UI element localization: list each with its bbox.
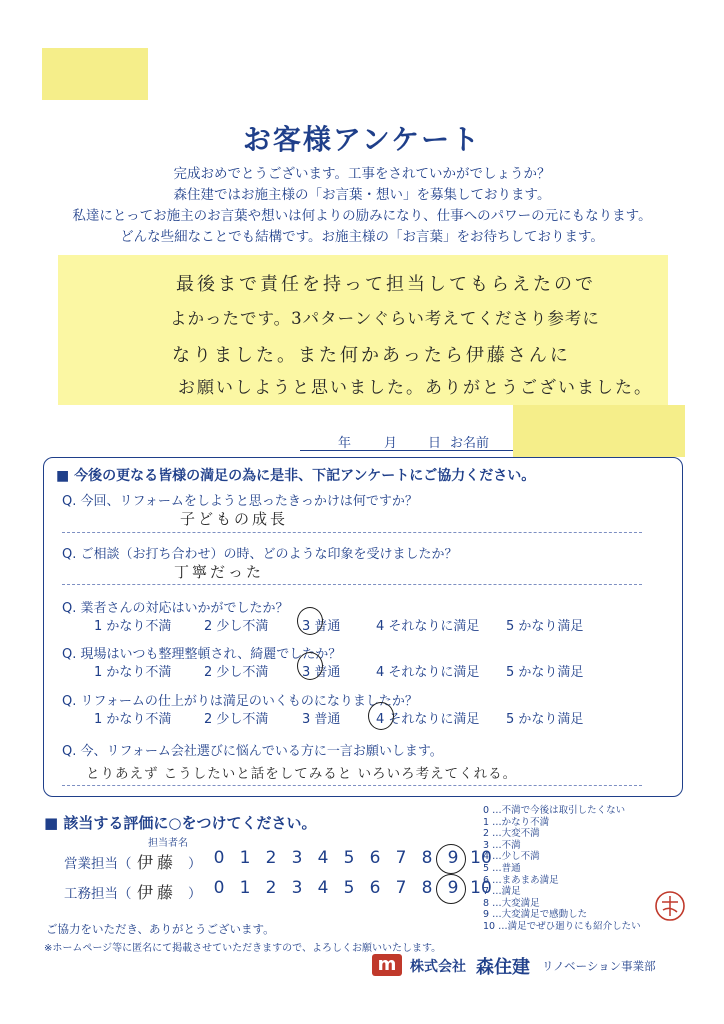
rating-option[interactable]: 6: [369, 848, 381, 868]
legend-item: 8 …大変満足: [483, 897, 540, 909]
intro-line-1: 完成おめでとうございます。工事をされていかがでしょうか？: [173, 166, 551, 182]
rating-option[interactable]: 8: [421, 878, 433, 898]
q1-question: Q. 今回、リフォームをしようと思ったきっかけは何ですか？: [62, 494, 418, 509]
q3-opt-5[interactable]: 5 かなり満足: [506, 619, 584, 634]
q4-opt-4[interactable]: 4 それなりに満足: [376, 665, 480, 680]
rating-option[interactable]: 1: [239, 878, 251, 898]
intro-line-2: 森住建ではお施主様の「お言葉・想い」を募集しております。: [173, 187, 551, 203]
construction-selected-circle: [436, 874, 466, 904]
rating-option[interactable]: 4: [317, 848, 329, 868]
sales-role-label: 営業担当（: [64, 856, 132, 872]
month-label: 月: [384, 436, 398, 451]
rating-option[interactable]: 7: [395, 878, 407, 898]
year-label: 年: [338, 436, 352, 451]
message-line-1: 最後まで責任を持って担当してもらえたので: [176, 274, 596, 295]
sales-selected-circle: [436, 844, 466, 874]
rating-option[interactable]: 5: [343, 878, 355, 898]
disclaimer-note: ※ホームページ等に匿名にて掲載させていただきますので、よろしくお願いいたします。: [44, 943, 442, 954]
name-redaction-sticky: [513, 405, 685, 457]
legend-item: 0 …不満で今後は取引したくない: [483, 805, 626, 816]
survey-heading: [56, 465, 535, 485]
rating-option[interactable]: 9: [447, 848, 459, 868]
construction-role-label: 工務担当（: [64, 886, 132, 902]
q5-opt-4[interactable]: 4 それなりに満足: [376, 712, 480, 727]
sales-role-close: ）: [188, 856, 202, 872]
q4-opt-3[interactable]: 3 普通: [302, 665, 341, 680]
q6-answer-line: [62, 785, 642, 786]
square-bullet-icon: ■: [56, 468, 70, 484]
construction-role-close: ）: [188, 886, 202, 902]
rating-option[interactable]: 1: [239, 848, 251, 868]
rating-row-construction: [64, 878, 492, 904]
rating-option[interactable]: 9: [447, 878, 459, 898]
rating-option[interactable]: 2: [265, 848, 277, 868]
q4-opt-1[interactable]: 1 かなり不満: [94, 665, 172, 680]
q4-opt-2[interactable]: 2 少し不満: [204, 665, 269, 680]
rating-option[interactable]: 2: [265, 878, 277, 898]
q4-options: [94, 661, 654, 679]
company-type: 株式会社: [410, 959, 466, 975]
q3-selected-circle: [297, 607, 323, 635]
legend-item: 7 …満足: [483, 886, 521, 898]
legend-item: 4 …少し不満: [483, 851, 540, 863]
q5-selected-circle: [368, 702, 394, 730]
q5-opt-2[interactable]: 2 少し不満: [204, 712, 269, 727]
q6-question: Q. 今、リフォーム会社選びに悩んでいる方に一言お願いします。: [62, 744, 443, 759]
rating-legend: [483, 805, 641, 933]
q4-opt-5[interactable]: 5 かなり満足: [506, 665, 584, 680]
name-label: お名前: [450, 436, 490, 451]
handwritten-seal-mark: [652, 888, 688, 924]
q4-question: Q. 現場はいつも整理整頓され、綺麗でしたか？: [62, 647, 342, 662]
rating-option[interactable]: 3: [291, 848, 303, 868]
rating-option[interactable]: 7: [395, 848, 407, 868]
legend-item: 9 …大変満足で感動した: [483, 909, 588, 921]
q5-opt-1[interactable]: 1 かなり不満: [94, 712, 172, 727]
rating-heading-text: 該当する評価に○をつけてください。: [63, 814, 317, 832]
q5-opt-5[interactable]: 5 かなり満足: [506, 712, 584, 727]
q3-question: Q. 業者さんの対応はいかがでしたか？: [62, 601, 289, 616]
q3-opt-3[interactable]: 3 普通: [302, 619, 341, 634]
rating-option[interactable]: 3: [291, 878, 303, 898]
rating-option[interactable]: 10: [470, 878, 492, 898]
legend-item: 3 …不満: [483, 839, 521, 851]
q3-options: [94, 615, 654, 633]
rating-heading: [44, 812, 317, 833]
day-label: 日: [428, 436, 442, 451]
rating-option[interactable]: 10: [470, 848, 492, 868]
page-title: お客様アンケート: [242, 123, 482, 156]
legend-item: 6 …まあまあ満足: [483, 874, 559, 886]
survey-heading-text: 今後の更なる皆様の満足の為に是非、下記アンケートにご協力ください。: [74, 468, 536, 484]
legend-item: 10 …満足でぜひ廻りにも紹介したい: [483, 920, 641, 932]
rating-row-sales: [64, 848, 492, 874]
rating-option[interactable]: 4: [317, 878, 329, 898]
legend-item: 1 …かなり不満: [483, 816, 550, 828]
q1-answer: 子どもの成長: [180, 510, 289, 528]
construction-staff-name: 伊藤: [137, 883, 178, 902]
intro-line-3: 私達にとってお施主のお言葉や想いは何よりの励みになり、仕事へのパワーの元にもなります。: [72, 208, 652, 224]
message-line-2: よかったです。3パターンぐらい考えてくださり参考に: [170, 309, 600, 328]
q3-opt-4[interactable]: 4 それなりに満足: [376, 619, 480, 634]
legend-item: 2 …大変不満: [483, 828, 540, 840]
q5-question: Q. リフォームの仕上がりは満足のいくものになりましたか？: [62, 694, 418, 709]
rating-option[interactable]: 0: [213, 878, 225, 898]
q2-answer-line: [62, 584, 642, 585]
q6-answer: とりあえず こうしたいと話をしてみると いろいろ考えてくれる。: [86, 766, 518, 782]
q2-question: Q. ご相談（お打ち合わせ）の時、どのような印象を受けましたか？: [62, 547, 458, 562]
q4-selected-circle: [297, 652, 323, 680]
q3-opt-1[interactable]: 1 かなり不満: [94, 619, 172, 634]
q2-answer: 丁寧だった: [174, 563, 265, 581]
company-logo-icon: m: [372, 954, 402, 976]
q5-opt-3[interactable]: 3 普通: [302, 712, 341, 727]
q1-answer-line: [62, 532, 642, 533]
message-line-3: なりました。また何かあったら伊藤さんに: [172, 345, 571, 366]
company-division: リノベーション事業部: [542, 959, 656, 973]
legend-item: 5 …普通: [483, 862, 521, 874]
sales-staff-name: 伊藤: [137, 853, 178, 872]
staff-name-label: 担当者名: [148, 838, 188, 849]
rating-option[interactable]: 6: [369, 878, 381, 898]
rating-option[interactable]: 0: [213, 848, 225, 868]
message-line-4: お願いしようと思いました。ありがとうございました。: [178, 378, 653, 398]
square-bullet-icon: ■: [44, 814, 59, 832]
thanks-text: ご協力をいただき、ありがとうございます。: [46, 922, 275, 936]
intro-line-4: どんな些細なことでも結構です。お施主様の「お言葉」をお待ちしております。: [120, 229, 604, 245]
q3-opt-2[interactable]: 2 少し不満: [204, 619, 269, 634]
rating-option[interactable]: 8: [421, 848, 433, 868]
company-name: 森住建: [476, 957, 530, 978]
rating-option[interactable]: 5: [343, 848, 355, 868]
sticky-note: [42, 48, 148, 100]
